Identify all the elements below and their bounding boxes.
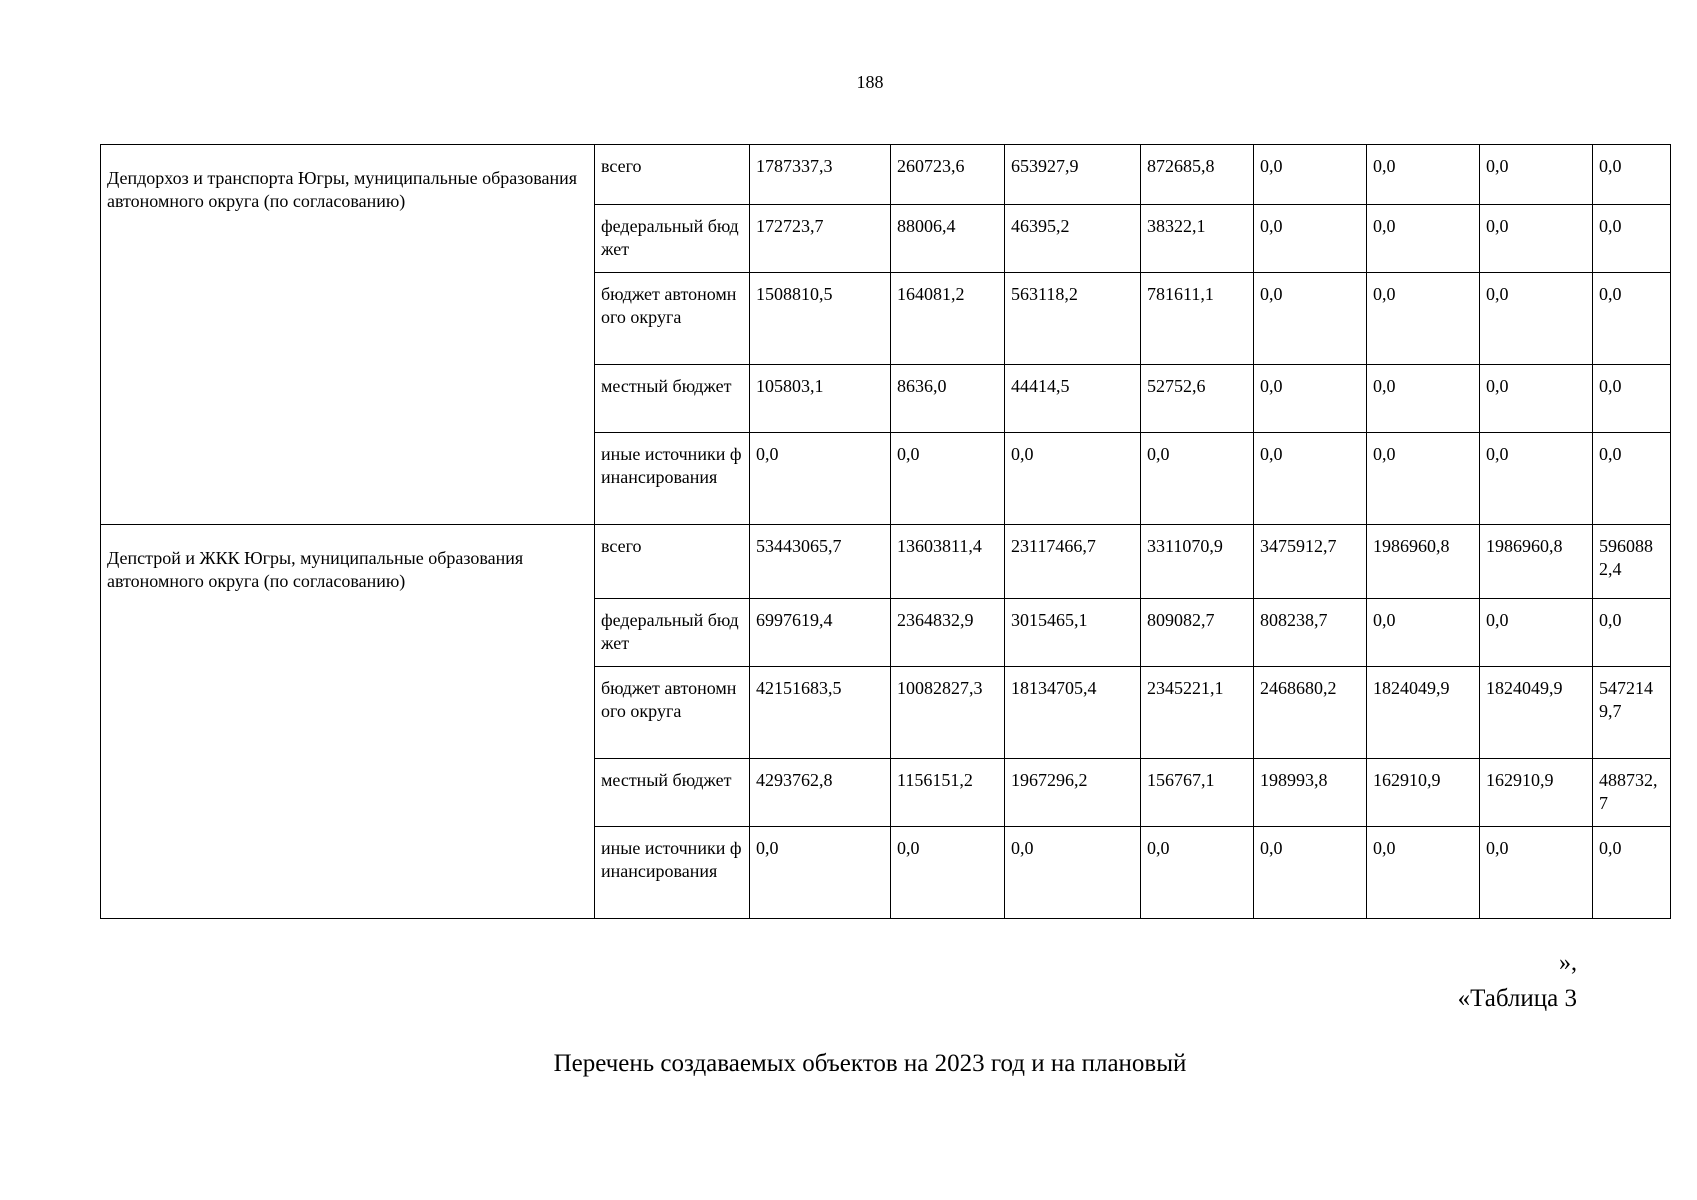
amount-cell: 0,0 bbox=[1367, 145, 1480, 205]
amount-cell: 2364832,9 bbox=[891, 599, 1005, 667]
amount-cell: 0,0 bbox=[1254, 827, 1367, 919]
amount-cell: 488732,7 bbox=[1593, 759, 1671, 827]
amount-cell: 0,0 bbox=[1141, 433, 1254, 525]
amount-cell: 53443065,7 bbox=[750, 525, 891, 599]
amount-cell: 18134705,4 bbox=[1005, 667, 1141, 759]
amount-cell: 781611,1 bbox=[1141, 273, 1254, 365]
table-row bbox=[101, 525, 1671, 599]
amount-cell: 105803,1 bbox=[750, 365, 891, 433]
amount-cell: 0,0 bbox=[1254, 273, 1367, 365]
amount-cell: 0,0 bbox=[1367, 433, 1480, 525]
amount-cell: 1986960,8 bbox=[1480, 525, 1593, 599]
table-label: «Таблица 3 bbox=[1457, 985, 1577, 1012]
amount-cell: 42151683,5 bbox=[750, 667, 891, 759]
amount-cell: 0,0 bbox=[891, 433, 1005, 525]
amount-cell: 0,0 bbox=[1480, 145, 1593, 205]
amount-cell: 164081,2 bbox=[891, 273, 1005, 365]
funding-source-cell: бюджет автономного округа bbox=[595, 667, 750, 759]
funding-source-cell: всего bbox=[595, 525, 750, 599]
amount-cell: 2468680,2 bbox=[1254, 667, 1367, 759]
amount-cell: 808238,7 bbox=[1254, 599, 1367, 667]
amount-cell: 13603811,4 bbox=[891, 525, 1005, 599]
amount-cell: 1967296,2 bbox=[1005, 759, 1141, 827]
amount-cell: 260723,6 bbox=[891, 145, 1005, 205]
funding-source-cell: бюджет автономного округа bbox=[595, 273, 750, 365]
amount-cell: 0,0 bbox=[1367, 365, 1480, 433]
amount-cell: 0,0 bbox=[1254, 145, 1367, 205]
amount-cell: 0,0 bbox=[891, 827, 1005, 919]
funding-source-cell: иные источники финансирования bbox=[595, 827, 750, 919]
amount-cell: 1156151,2 bbox=[891, 759, 1005, 827]
financing-table-body bbox=[101, 145, 1671, 919]
amount-cell: 6997619,4 bbox=[750, 599, 891, 667]
amount-cell: 4293762,8 bbox=[750, 759, 891, 827]
amount-cell: 3015465,1 bbox=[1005, 599, 1141, 667]
funding-source-cell: федеральный бюджет bbox=[595, 205, 750, 273]
amount-cell: 0,0 bbox=[1480, 827, 1593, 919]
amount-cell: 0,0 bbox=[1480, 273, 1593, 365]
financing-table bbox=[100, 144, 1671, 919]
amount-cell: 23117466,7 bbox=[1005, 525, 1141, 599]
amount-cell: 0,0 bbox=[1367, 205, 1480, 273]
amount-cell: 10082827,3 bbox=[891, 667, 1005, 759]
page-number: 188 bbox=[856, 72, 884, 92]
amount-cell: 0,0 bbox=[1593, 599, 1671, 667]
amount-cell: 0,0 bbox=[1367, 599, 1480, 667]
amount-cell: 0,0 bbox=[1254, 433, 1367, 525]
table-row bbox=[101, 145, 1671, 205]
funding-source-cell: всего bbox=[595, 145, 750, 205]
amount-cell: 0,0 bbox=[1480, 433, 1593, 525]
amount-cell: 162910,9 bbox=[1367, 759, 1480, 827]
amount-cell: 0,0 bbox=[1005, 433, 1141, 525]
amount-cell: 0,0 bbox=[1593, 273, 1671, 365]
amount-cell: 1824049,9 bbox=[1480, 667, 1593, 759]
amount-cell: 653927,9 bbox=[1005, 145, 1141, 205]
amount-cell: 3311070,9 bbox=[1141, 525, 1254, 599]
amount-cell: 0,0 bbox=[1254, 365, 1367, 433]
responsible-org-cell: Депстрой и ЖКК Югры, муниципальные образования автономного округа (по согласованию) bbox=[101, 525, 595, 919]
amount-cell: 809082,7 bbox=[1141, 599, 1254, 667]
amount-cell: 5472149,7 bbox=[1593, 667, 1671, 759]
amount-cell: 2345221,1 bbox=[1141, 667, 1254, 759]
amount-cell: 0,0 bbox=[1593, 827, 1671, 919]
funding-source-cell: местный бюджет bbox=[595, 365, 750, 433]
amount-cell: 1824049,9 bbox=[1367, 667, 1480, 759]
amount-cell: 8636,0 bbox=[891, 365, 1005, 433]
amount-cell: 88006,4 bbox=[891, 205, 1005, 273]
amount-cell: 1508810,5 bbox=[750, 273, 891, 365]
amount-cell: 44414,5 bbox=[1005, 365, 1141, 433]
amount-cell: 172723,7 bbox=[750, 205, 891, 273]
amount-cell: 0,0 bbox=[1480, 599, 1593, 667]
amount-cell: 0,0 bbox=[1254, 205, 1367, 273]
amount-cell: 0,0 bbox=[1480, 365, 1593, 433]
amount-cell: 0,0 bbox=[1141, 827, 1254, 919]
amount-cell: 156767,1 bbox=[1141, 759, 1254, 827]
amount-cell: 5960882,4 bbox=[1593, 525, 1671, 599]
funding-source-cell: федеральный бюджет bbox=[595, 599, 750, 667]
amount-cell: 198993,8 bbox=[1254, 759, 1367, 827]
amount-cell: 0,0 bbox=[1593, 145, 1671, 205]
section-heading: Перечень создаваемых объектов на 2023 год и на плановый bbox=[553, 1050, 1187, 1077]
amount-cell: 0,0 bbox=[750, 827, 891, 919]
amount-cell: 0,0 bbox=[1593, 205, 1671, 273]
funding-source-cell: местный бюджет bbox=[595, 759, 750, 827]
amount-cell: 38322,1 bbox=[1141, 205, 1254, 273]
amount-cell: 3475912,7 bbox=[1254, 525, 1367, 599]
amount-cell: 52752,6 bbox=[1141, 365, 1254, 433]
amount-cell: 0,0 bbox=[1367, 827, 1480, 919]
amount-cell: 162910,9 bbox=[1480, 759, 1593, 827]
amount-cell: 0,0 bbox=[1593, 433, 1671, 525]
amount-cell: 0,0 bbox=[1005, 827, 1141, 919]
amount-cell: 563118,2 bbox=[1005, 273, 1141, 365]
amount-cell: 872685,8 bbox=[1141, 145, 1254, 205]
responsible-org-cell: Депдорхоз и транспорта Югры, муниципальные образования автономного округа (по согласованию) bbox=[101, 145, 595, 525]
amount-cell: 46395,2 bbox=[1005, 205, 1141, 273]
amount-cell: 1787337,3 bbox=[750, 145, 891, 205]
amount-cell: 0,0 bbox=[750, 433, 891, 525]
amount-cell: 0,0 bbox=[1593, 365, 1671, 433]
amount-cell: 1986960,8 bbox=[1367, 525, 1480, 599]
closing-quote: », bbox=[1559, 950, 1577, 976]
funding-source-cell: иные источники финансирования bbox=[595, 433, 750, 525]
amount-cell: 0,0 bbox=[1480, 205, 1593, 273]
amount-cell: 0,0 bbox=[1367, 273, 1480, 365]
